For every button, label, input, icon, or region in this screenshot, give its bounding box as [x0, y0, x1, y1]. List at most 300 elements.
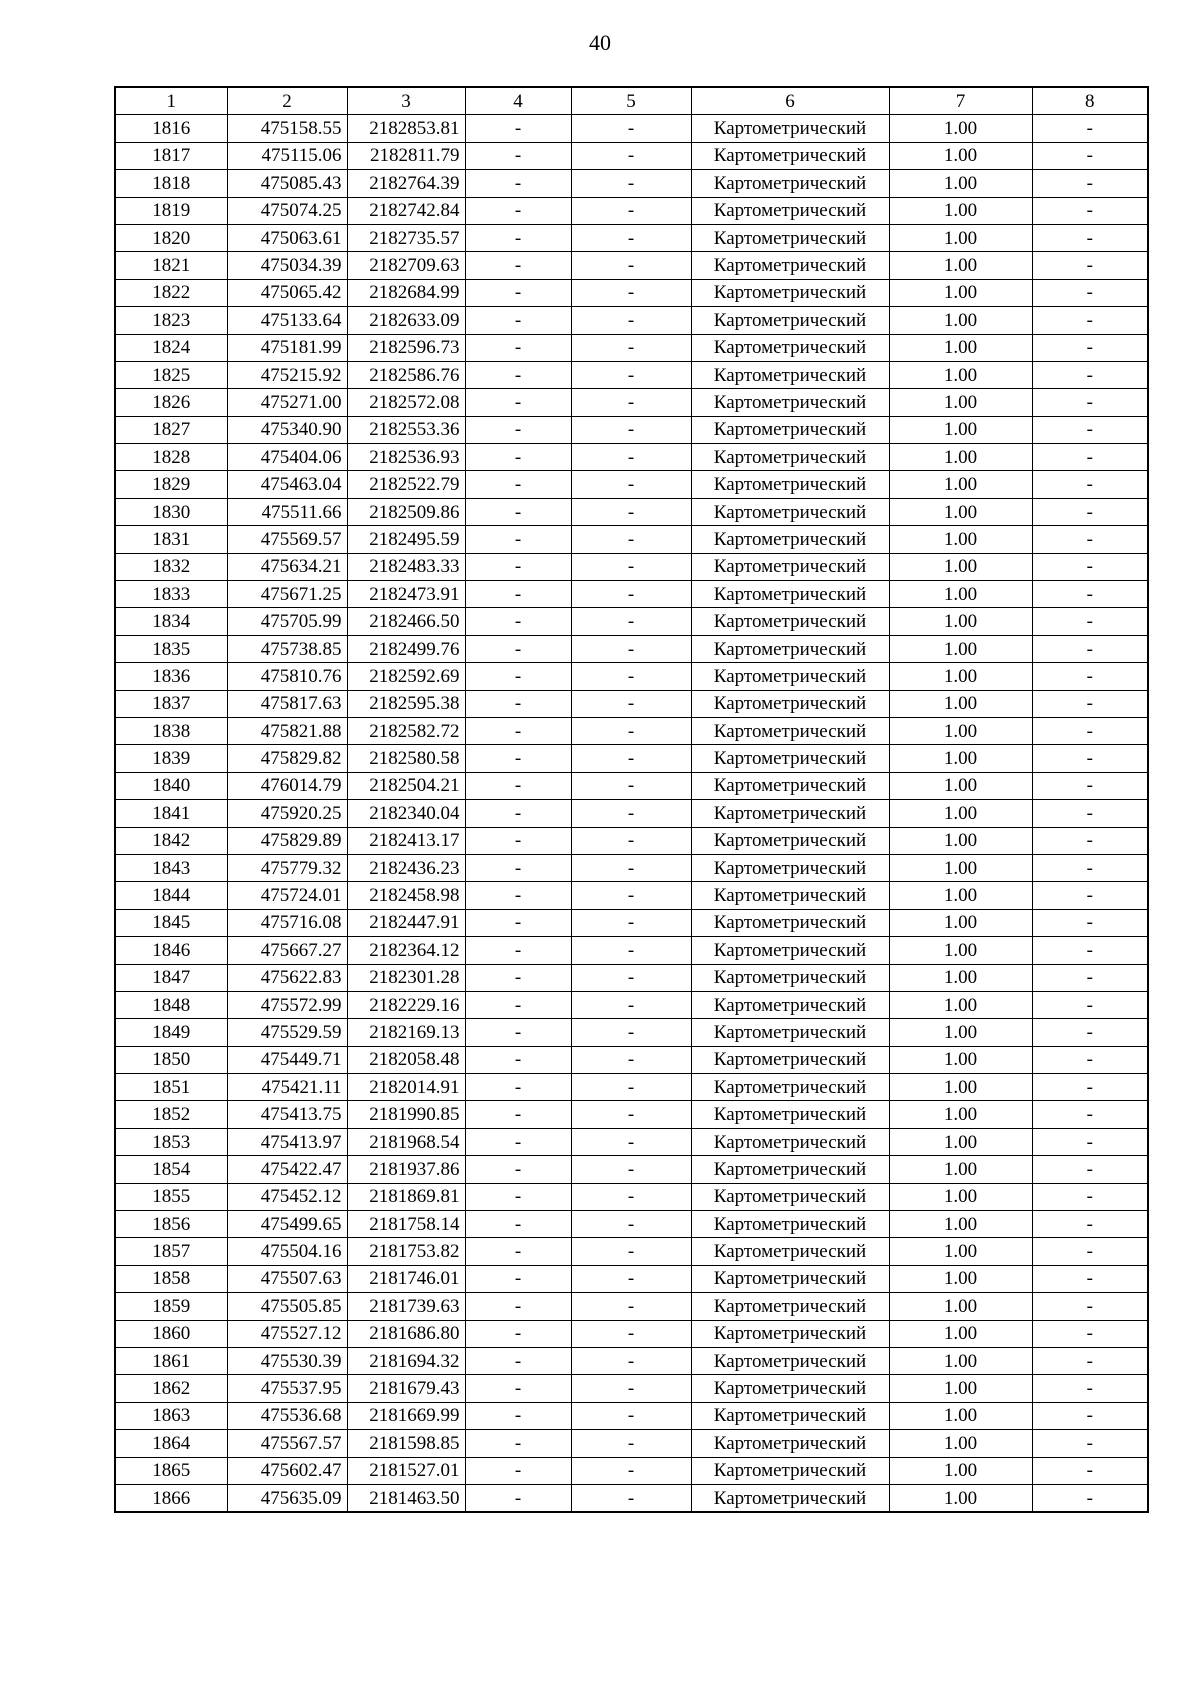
- col-4-value-cell: -: [465, 170, 571, 197]
- col-8-value-cell: -: [1032, 991, 1148, 1018]
- x-coordinate-cell: 475181.99: [227, 334, 347, 361]
- accuracy-cell: 1.00: [889, 498, 1032, 525]
- y-coordinate-cell: 2182014.91: [347, 1074, 465, 1101]
- col-5-value-cell: -: [571, 334, 691, 361]
- method-cell: Картометрический: [691, 991, 889, 1018]
- col-8-value-cell: -: [1032, 964, 1148, 991]
- col-4-value-cell: -: [465, 854, 571, 881]
- col-4-value-cell: -: [465, 526, 571, 553]
- col-5-value-cell: -: [571, 581, 691, 608]
- table-row: [115, 1156, 1148, 1183]
- y-coordinate-cell: 2182447.91: [347, 909, 465, 936]
- accuracy-cell: 1.00: [889, 1046, 1032, 1073]
- coordinates-table: [114, 86, 1149, 1513]
- table-row: [115, 745, 1148, 772]
- column-header-7: 7: [889, 87, 1032, 115]
- table-row: [115, 772, 1148, 799]
- y-coordinate-cell: 2182553.36: [347, 416, 465, 443]
- accuracy-cell: 1.00: [889, 690, 1032, 717]
- col-8-value-cell: -: [1032, 1019, 1148, 1046]
- y-coordinate-cell: 2182413.17: [347, 827, 465, 854]
- y-coordinate-cell: 2181527.01: [347, 1457, 465, 1484]
- x-coordinate-cell: 475340.90: [227, 416, 347, 443]
- table-row: [115, 1101, 1148, 1128]
- col-4-value-cell: -: [465, 772, 571, 799]
- method-cell: Картометрический: [691, 170, 889, 197]
- method-cell: Картометрический: [691, 1238, 889, 1265]
- accuracy-cell: 1.00: [889, 608, 1032, 635]
- method-cell: Картометрический: [691, 1265, 889, 1292]
- col-4-value-cell: -: [465, 1402, 571, 1429]
- x-coordinate-cell: 475829.89: [227, 827, 347, 854]
- col-5-value-cell: -: [571, 1019, 691, 1046]
- col-4-value-cell: -: [465, 361, 571, 388]
- col-4-value-cell: -: [465, 964, 571, 991]
- accuracy-cell: 1.00: [889, 937, 1032, 964]
- col-8-value-cell: -: [1032, 1074, 1148, 1101]
- col-4-value-cell: -: [465, 553, 571, 580]
- col-5-value-cell: -: [571, 142, 691, 169]
- accuracy-cell: 1.00: [889, 170, 1032, 197]
- y-coordinate-cell: 2181694.32: [347, 1347, 465, 1374]
- point-number-cell: 1825: [115, 361, 227, 388]
- table-row: [115, 553, 1148, 580]
- method-cell: Картометрический: [691, 334, 889, 361]
- accuracy-cell: 1.00: [889, 882, 1032, 909]
- col-5-value-cell: -: [571, 608, 691, 635]
- table-row: [115, 1046, 1148, 1073]
- col-4-value-cell: -: [465, 471, 571, 498]
- accuracy-cell: 1.00: [889, 1074, 1032, 1101]
- col-4-value-cell: -: [465, 416, 571, 443]
- col-8-value-cell: -: [1032, 307, 1148, 334]
- y-coordinate-cell: 2181463.50: [347, 1484, 465, 1512]
- col-4-value-cell: -: [465, 389, 571, 416]
- col-5-value-cell: -: [571, 1074, 691, 1101]
- method-cell: Картометрический: [691, 1019, 889, 1046]
- y-coordinate-cell: 2182458.98: [347, 882, 465, 909]
- method-cell: Картометрический: [691, 1128, 889, 1155]
- accuracy-cell: 1.00: [889, 663, 1032, 690]
- point-number-cell: 1841: [115, 800, 227, 827]
- col-5-value-cell: -: [571, 800, 691, 827]
- point-number-cell: 1846: [115, 937, 227, 964]
- table-row: [115, 1238, 1148, 1265]
- col-4-value-cell: -: [465, 444, 571, 471]
- x-coordinate-cell: 475779.32: [227, 854, 347, 881]
- x-coordinate-cell: 475821.88: [227, 717, 347, 744]
- point-number-cell: 1855: [115, 1183, 227, 1210]
- col-4-value-cell: -: [465, 498, 571, 525]
- col-8-value-cell: -: [1032, 197, 1148, 224]
- table-row: [115, 663, 1148, 690]
- point-number-cell: 1823: [115, 307, 227, 334]
- x-coordinate-cell: 475158.55: [227, 115, 347, 142]
- method-cell: Картометрический: [691, 1320, 889, 1347]
- point-number-cell: 1838: [115, 717, 227, 744]
- col-8-value-cell: -: [1032, 361, 1148, 388]
- table-row: [115, 334, 1148, 361]
- y-coordinate-cell: 2182633.09: [347, 307, 465, 334]
- method-cell: Картометрический: [691, 361, 889, 388]
- x-coordinate-cell: 475572.99: [227, 991, 347, 1018]
- point-number-cell: 1820: [115, 224, 227, 251]
- method-cell: Картометрический: [691, 416, 889, 443]
- table-row: [115, 964, 1148, 991]
- table-row: [115, 1347, 1148, 1374]
- col-5-value-cell: -: [571, 389, 691, 416]
- x-coordinate-cell: 475829.82: [227, 745, 347, 772]
- method-cell: Картометрический: [691, 909, 889, 936]
- col-4-value-cell: -: [465, 1074, 571, 1101]
- col-8-value-cell: -: [1032, 1211, 1148, 1238]
- col-8-value-cell: -: [1032, 772, 1148, 799]
- y-coordinate-cell: 2182592.69: [347, 663, 465, 690]
- col-5-value-cell: -: [571, 307, 691, 334]
- col-8-value-cell: -: [1032, 334, 1148, 361]
- point-number-cell: 1839: [115, 745, 227, 772]
- col-4-value-cell: -: [465, 608, 571, 635]
- col-8-value-cell: -: [1032, 1128, 1148, 1155]
- accuracy-cell: 1.00: [889, 224, 1032, 251]
- accuracy-cell: 1.00: [889, 1238, 1032, 1265]
- x-coordinate-cell: 475511.66: [227, 498, 347, 525]
- accuracy-cell: 1.00: [889, 854, 1032, 881]
- table-row: [115, 937, 1148, 964]
- col-5-value-cell: -: [571, 1183, 691, 1210]
- point-number-cell: 1852: [115, 1101, 227, 1128]
- x-coordinate-cell: 475529.59: [227, 1019, 347, 1046]
- table-row: [115, 444, 1148, 471]
- point-number-cell: 1863: [115, 1402, 227, 1429]
- table-row: [115, 1019, 1148, 1046]
- col-8-value-cell: -: [1032, 1156, 1148, 1183]
- x-coordinate-cell: 475527.12: [227, 1320, 347, 1347]
- table-row: [115, 252, 1148, 279]
- col-5-value-cell: -: [571, 471, 691, 498]
- point-number-cell: 1840: [115, 772, 227, 799]
- accuracy-cell: 1.00: [889, 635, 1032, 662]
- y-coordinate-cell: 2182684.99: [347, 279, 465, 306]
- x-coordinate-cell: 475635.09: [227, 1484, 347, 1512]
- col-5-value-cell: -: [571, 1293, 691, 1320]
- col-8-value-cell: -: [1032, 827, 1148, 854]
- table-row: [115, 170, 1148, 197]
- col-5-value-cell: -: [571, 444, 691, 471]
- table-header: [115, 87, 1148, 115]
- col-5-value-cell: -: [571, 416, 691, 443]
- point-number-cell: 1851: [115, 1074, 227, 1101]
- point-number-cell: 1826: [115, 389, 227, 416]
- point-number-cell: 1818: [115, 170, 227, 197]
- point-number-cell: 1845: [115, 909, 227, 936]
- col-8-value-cell: -: [1032, 1046, 1148, 1073]
- method-cell: Картометрический: [691, 1101, 889, 1128]
- point-number-cell: 1819: [115, 197, 227, 224]
- col-5-value-cell: -: [571, 1265, 691, 1292]
- point-number-cell: 1847: [115, 964, 227, 991]
- table-row: [115, 608, 1148, 635]
- y-coordinate-cell: 2181990.85: [347, 1101, 465, 1128]
- col-4-value-cell: -: [465, 1019, 571, 1046]
- method-cell: Картометрический: [691, 142, 889, 169]
- point-number-cell: 1824: [115, 334, 227, 361]
- col-5-value-cell: -: [571, 1484, 691, 1512]
- y-coordinate-cell: 2182582.72: [347, 717, 465, 744]
- point-number-cell: 1861: [115, 1347, 227, 1374]
- col-8-value-cell: -: [1032, 444, 1148, 471]
- method-cell: Картометрический: [691, 224, 889, 251]
- col-4-value-cell: -: [465, 279, 571, 306]
- col-5-value-cell: -: [571, 1128, 691, 1155]
- table-row: [115, 800, 1148, 827]
- y-coordinate-cell: 2181746.01: [347, 1265, 465, 1292]
- col-5-value-cell: -: [571, 964, 691, 991]
- method-cell: Картометрический: [691, 1375, 889, 1402]
- col-5-value-cell: -: [571, 663, 691, 690]
- method-cell: Картометрический: [691, 1156, 889, 1183]
- method-cell: Картометрический: [691, 252, 889, 279]
- table-row: [115, 854, 1148, 881]
- table-row: [115, 389, 1148, 416]
- point-number-cell: 1828: [115, 444, 227, 471]
- col-8-value-cell: -: [1032, 142, 1148, 169]
- col-8-value-cell: -: [1032, 1238, 1148, 1265]
- x-coordinate-cell: 475724.01: [227, 882, 347, 909]
- method-cell: Картометрический: [691, 1430, 889, 1457]
- y-coordinate-cell: 2181739.63: [347, 1293, 465, 1320]
- table-row: [115, 690, 1148, 717]
- x-coordinate-cell: 475271.00: [227, 389, 347, 416]
- col-5-value-cell: -: [571, 882, 691, 909]
- point-number-cell: 1836: [115, 663, 227, 690]
- col-5-value-cell: -: [571, 553, 691, 580]
- x-coordinate-cell: 475671.25: [227, 581, 347, 608]
- point-number-cell: 1860: [115, 1320, 227, 1347]
- method-cell: Картометрический: [691, 1211, 889, 1238]
- col-5-value-cell: -: [571, 827, 691, 854]
- column-header-2: 2: [227, 87, 347, 115]
- point-number-cell: 1833: [115, 581, 227, 608]
- point-number-cell: 1862: [115, 1375, 227, 1402]
- accuracy-cell: 1.00: [889, 1430, 1032, 1457]
- point-number-cell: 1844: [115, 882, 227, 909]
- x-coordinate-cell: 475452.12: [227, 1183, 347, 1210]
- y-coordinate-cell: 2182572.08: [347, 389, 465, 416]
- col-4-value-cell: -: [465, 1183, 571, 1210]
- col-8-value-cell: -: [1032, 224, 1148, 251]
- y-coordinate-cell: 2182586.76: [347, 361, 465, 388]
- col-5-value-cell: -: [571, 361, 691, 388]
- accuracy-cell: 1.00: [889, 197, 1032, 224]
- y-coordinate-cell: 2181686.80: [347, 1320, 465, 1347]
- col-4-value-cell: -: [465, 1320, 571, 1347]
- col-5-value-cell: -: [571, 1211, 691, 1238]
- y-coordinate-cell: 2182229.16: [347, 991, 465, 1018]
- table-row: [115, 1402, 1148, 1429]
- col-5-value-cell: -: [571, 772, 691, 799]
- y-coordinate-cell: 2181869.81: [347, 1183, 465, 1210]
- col-8-value-cell: -: [1032, 1293, 1148, 1320]
- x-coordinate-cell: 475716.08: [227, 909, 347, 936]
- x-coordinate-cell: 475530.39: [227, 1347, 347, 1374]
- col-4-value-cell: -: [465, 690, 571, 717]
- col-8-value-cell: -: [1032, 882, 1148, 909]
- accuracy-cell: 1.00: [889, 115, 1032, 142]
- y-coordinate-cell: 2182764.39: [347, 170, 465, 197]
- col-5-value-cell: -: [571, 1156, 691, 1183]
- col-4-value-cell: -: [465, 1457, 571, 1484]
- col-8-value-cell: -: [1032, 1320, 1148, 1347]
- col-8-value-cell: -: [1032, 416, 1148, 443]
- table-row: [115, 909, 1148, 936]
- x-coordinate-cell: 475421.11: [227, 1074, 347, 1101]
- accuracy-cell: 1.00: [889, 1457, 1032, 1484]
- method-cell: Картометрический: [691, 279, 889, 306]
- y-coordinate-cell: 2182735.57: [347, 224, 465, 251]
- accuracy-cell: 1.00: [889, 526, 1032, 553]
- y-coordinate-cell: 2182522.79: [347, 471, 465, 498]
- method-cell: Картометрический: [691, 1074, 889, 1101]
- y-coordinate-cell: 2181753.82: [347, 1238, 465, 1265]
- col-8-value-cell: -: [1032, 498, 1148, 525]
- point-number-cell: 1865: [115, 1457, 227, 1484]
- y-coordinate-cell: 2182058.48: [347, 1046, 465, 1073]
- x-coordinate-cell: 475536.68: [227, 1402, 347, 1429]
- col-8-value-cell: -: [1032, 1101, 1148, 1128]
- x-coordinate-cell: 475505.85: [227, 1293, 347, 1320]
- point-number-cell: 1854: [115, 1156, 227, 1183]
- method-cell: Картометрический: [691, 115, 889, 142]
- col-5-value-cell: -: [571, 1402, 691, 1429]
- column-header-8: 8: [1032, 87, 1148, 115]
- y-coordinate-cell: 2182473.91: [347, 581, 465, 608]
- method-cell: Картометрический: [691, 663, 889, 690]
- col-5-value-cell: -: [571, 197, 691, 224]
- col-4-value-cell: -: [465, 827, 571, 854]
- col-4-value-cell: -: [465, 1238, 571, 1265]
- table-row: [115, 1375, 1148, 1402]
- col-8-value-cell: -: [1032, 663, 1148, 690]
- point-number-cell: 1843: [115, 854, 227, 881]
- col-5-value-cell: -: [571, 224, 691, 251]
- point-number-cell: 1835: [115, 635, 227, 662]
- table-row: [115, 1457, 1148, 1484]
- point-number-cell: 1832: [115, 553, 227, 580]
- accuracy-cell: 1.00: [889, 1101, 1032, 1128]
- method-cell: Картометрический: [691, 197, 889, 224]
- method-cell: Картометрический: [691, 1046, 889, 1073]
- y-coordinate-cell: 2181937.86: [347, 1156, 465, 1183]
- col-4-value-cell: -: [465, 1156, 571, 1183]
- col-8-value-cell: -: [1032, 553, 1148, 580]
- col-8-value-cell: -: [1032, 1347, 1148, 1374]
- y-coordinate-cell: 2182595.38: [347, 690, 465, 717]
- col-5-value-cell: -: [571, 1430, 691, 1457]
- table-row: [115, 1265, 1148, 1292]
- x-coordinate-cell: 475034.39: [227, 252, 347, 279]
- col-4-value-cell: -: [465, 1265, 571, 1292]
- col-4-value-cell: -: [465, 252, 571, 279]
- column-header-4: 4: [465, 87, 571, 115]
- col-5-value-cell: -: [571, 1457, 691, 1484]
- col-8-value-cell: -: [1032, 937, 1148, 964]
- col-4-value-cell: -: [465, 1347, 571, 1374]
- y-coordinate-cell: 2182504.21: [347, 772, 465, 799]
- method-cell: Картометрический: [691, 827, 889, 854]
- x-coordinate-cell: 475667.27: [227, 937, 347, 964]
- col-5-value-cell: -: [571, 909, 691, 936]
- method-cell: Картометрический: [691, 690, 889, 717]
- column-header-1: 1: [115, 87, 227, 115]
- x-coordinate-cell: 476014.79: [227, 772, 347, 799]
- point-number-cell: 1857: [115, 1238, 227, 1265]
- accuracy-cell: 1.00: [889, 1019, 1032, 1046]
- y-coordinate-cell: 2182340.04: [347, 800, 465, 827]
- method-cell: Картометрический: [691, 964, 889, 991]
- accuracy-cell: 1.00: [889, 1375, 1032, 1402]
- method-cell: Картометрический: [691, 1347, 889, 1374]
- accuracy-cell: 1.00: [889, 1265, 1032, 1292]
- table-row: [115, 717, 1148, 744]
- y-coordinate-cell: 2182596.73: [347, 334, 465, 361]
- col-4-value-cell: -: [465, 334, 571, 361]
- table-row: [115, 827, 1148, 854]
- col-8-value-cell: -: [1032, 115, 1148, 142]
- col-4-value-cell: -: [465, 909, 571, 936]
- col-4-value-cell: -: [465, 115, 571, 142]
- point-number-cell: 1842: [115, 827, 227, 854]
- method-cell: Картометрический: [691, 854, 889, 881]
- col-8-value-cell: -: [1032, 170, 1148, 197]
- method-cell: Картометрический: [691, 1484, 889, 1512]
- col-4-value-cell: -: [465, 1375, 571, 1402]
- accuracy-cell: 1.00: [889, 745, 1032, 772]
- point-number-cell: 1831: [115, 526, 227, 553]
- point-number-cell: 1830: [115, 498, 227, 525]
- col-8-value-cell: -: [1032, 526, 1148, 553]
- x-coordinate-cell: 475463.04: [227, 471, 347, 498]
- col-4-value-cell: -: [465, 1293, 571, 1320]
- y-coordinate-cell: 2181669.99: [347, 1402, 465, 1429]
- accuracy-cell: 1.00: [889, 416, 1032, 443]
- table-row: [115, 142, 1148, 169]
- table-row: [115, 498, 1148, 525]
- x-coordinate-cell: 475404.06: [227, 444, 347, 471]
- col-8-value-cell: -: [1032, 389, 1148, 416]
- col-4-value-cell: -: [465, 717, 571, 744]
- table-row: [115, 1211, 1148, 1238]
- accuracy-cell: 1.00: [889, 389, 1032, 416]
- x-coordinate-cell: 475133.64: [227, 307, 347, 334]
- col-5-value-cell: -: [571, 526, 691, 553]
- col-5-value-cell: -: [571, 1046, 691, 1073]
- header-row: [115, 87, 1148, 115]
- col-5-value-cell: -: [571, 279, 691, 306]
- accuracy-cell: 1.00: [889, 964, 1032, 991]
- accuracy-cell: 1.00: [889, 361, 1032, 388]
- table-row: [115, 1320, 1148, 1347]
- method-cell: Картометрический: [691, 307, 889, 334]
- col-4-value-cell: -: [465, 224, 571, 251]
- y-coordinate-cell: 2182466.50: [347, 608, 465, 635]
- x-coordinate-cell: 475920.25: [227, 800, 347, 827]
- method-cell: Картометрический: [691, 1183, 889, 1210]
- col-8-value-cell: -: [1032, 581, 1148, 608]
- y-coordinate-cell: 2182742.84: [347, 197, 465, 224]
- table-row: [115, 882, 1148, 909]
- table-row: [115, 526, 1148, 553]
